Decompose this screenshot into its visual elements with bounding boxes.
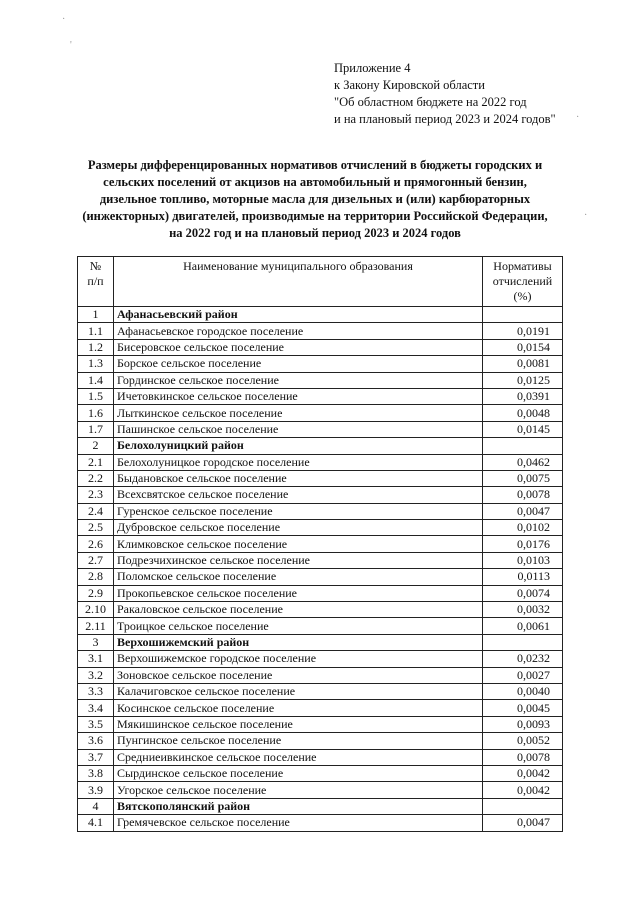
row-value: 0,0045 — [483, 700, 563, 716]
table-row — [78, 405, 563, 421]
row-value: 0,0176 — [483, 536, 563, 552]
row-name: Афанасьевский район — [114, 307, 483, 323]
row-number: 1 — [78, 307, 114, 323]
row-name: Афанасьевское городское поселение — [114, 323, 483, 339]
table-row — [78, 815, 563, 831]
row-value: 0,0078 — [483, 749, 563, 765]
row-value: 0,0027 — [483, 667, 563, 683]
row-number: 3.1 — [78, 651, 114, 667]
row-name: Белохолуницкое городское поселение — [114, 454, 483, 470]
row-number: 2.5 — [78, 520, 114, 536]
row-number: 3.7 — [78, 749, 114, 765]
table-row — [78, 454, 563, 470]
table-row — [78, 585, 563, 601]
row-name: Дубровское сельское поселение — [114, 520, 483, 536]
row-number: 2.2 — [78, 470, 114, 486]
row-value: 0,0191 — [483, 323, 563, 339]
row-value — [483, 798, 563, 814]
header-norm-line-3: (%) — [513, 289, 532, 303]
row-name: Лыткинское сельское поселение — [114, 405, 483, 421]
row-value: 0,0081 — [483, 356, 563, 372]
row-name: Быдановское сельское поселение — [114, 470, 483, 486]
row-name: Белохолуницкий район — [114, 438, 483, 454]
table-row — [78, 372, 563, 388]
row-value: 0,0040 — [483, 683, 563, 699]
row-name: Подрезчихинское сельское поселение — [114, 552, 483, 568]
row-value: 0,0048 — [483, 405, 563, 421]
row-number: 3.6 — [78, 733, 114, 749]
row-name: Средниеивкинское сельское поселение — [114, 749, 483, 765]
row-value: 0,0232 — [483, 651, 563, 667]
row-value — [483, 438, 563, 454]
table-row — [78, 503, 563, 519]
row-value — [483, 307, 563, 323]
row-number: 2.7 — [78, 552, 114, 568]
title-line-2: сельских поселений от акцизов на автомобильный и прямогонный бензин, — [103, 175, 527, 189]
row-name: Зоновское сельское поселение — [114, 667, 483, 683]
row-value: 0,0052 — [483, 733, 563, 749]
row-value: 0,0061 — [483, 618, 563, 634]
row-name: Ракаловское сельское поселение — [114, 602, 483, 618]
row-number: 4 — [78, 798, 114, 814]
row-name: Ичетовкинское сельское поселение — [114, 388, 483, 404]
district-row — [78, 438, 563, 454]
row-name: Гординское сельское поселение — [114, 372, 483, 388]
table-row — [78, 569, 563, 585]
table-row — [78, 487, 563, 503]
district-row — [78, 634, 563, 650]
title-line-1: Размеры дифференцированных нормативов отчислений в бюджеты городских и — [87, 158, 543, 172]
header-number-line-1: № — [89, 259, 102, 273]
row-value — [483, 634, 563, 650]
title-line-4: (инжекторных) двигателей, производимые на территории Российской Федерации, — [82, 209, 548, 223]
row-name: Всехсвятское сельское поселение — [114, 487, 483, 503]
table-row — [78, 339, 563, 355]
row-number: 2.6 — [78, 536, 114, 552]
table-row — [78, 602, 563, 618]
table-row — [78, 536, 563, 552]
row-name: Вятскополянский район — [114, 798, 483, 814]
row-value: 0,0145 — [483, 421, 563, 437]
document-title — [60, 157, 570, 242]
row-number: 1.2 — [78, 339, 114, 355]
table-row — [78, 323, 563, 339]
header-norm-line-2: отчислений — [492, 274, 553, 288]
table-row — [78, 421, 563, 437]
appendix-header — [334, 60, 556, 128]
row-value: 0,0125 — [483, 372, 563, 388]
row-name: Мякишинское сельское поселение — [114, 716, 483, 732]
row-number: 2.3 — [78, 487, 114, 503]
table-row — [78, 683, 563, 699]
row-value: 0,0042 — [483, 782, 563, 798]
row-value: 0,0032 — [483, 602, 563, 618]
row-name: Поломское сельское поселение — [114, 569, 483, 585]
header-number — [78, 257, 114, 307]
appendix-line-1: Приложение 4 — [334, 61, 411, 75]
row-value: 0,0102 — [483, 520, 563, 536]
district-row — [78, 307, 563, 323]
norms-table — [77, 256, 563, 832]
row-value: 0,0074 — [483, 585, 563, 601]
row-value: 0,0075 — [483, 470, 563, 486]
table-row — [78, 716, 563, 732]
appendix-line-3: "Об областном бюджете на 2022 год — [334, 95, 527, 109]
table-row — [78, 700, 563, 716]
row-number: 1.1 — [78, 323, 114, 339]
row-number: 2.11 — [78, 618, 114, 634]
row-name: Верхошижемское городское поселение — [114, 651, 483, 667]
row-value: 0,0113 — [483, 569, 563, 585]
table-row — [78, 552, 563, 568]
table-row — [78, 520, 563, 536]
row-number: 3.8 — [78, 765, 114, 781]
row-number: 2.1 — [78, 454, 114, 470]
row-value: 0,0462 — [483, 454, 563, 470]
row-number: 3.9 — [78, 782, 114, 798]
row-number: 1.5 — [78, 388, 114, 404]
row-number: 2.10 — [78, 602, 114, 618]
table-row — [78, 667, 563, 683]
row-name: Троицкое сельское поселение — [114, 618, 483, 634]
title-line-3: дизельное топливо, моторные масла для дизельных и (или) карбюраторных — [99, 192, 531, 206]
row-number: 3.2 — [78, 667, 114, 683]
table-row — [78, 618, 563, 634]
row-name: Пунгинское сельское поселение — [114, 733, 483, 749]
table-row — [78, 782, 563, 798]
row-number: 2.8 — [78, 569, 114, 585]
row-name: Климковское сельское поселение — [114, 536, 483, 552]
row-name: Прокопьевское сельское поселение — [114, 585, 483, 601]
table-body — [78, 307, 563, 832]
appendix-line-2: к Закону Кировской области — [334, 78, 485, 92]
row-value: 0,0078 — [483, 487, 563, 503]
row-value: 0,0093 — [483, 716, 563, 732]
row-number: 3 — [78, 634, 114, 650]
row-value: 0,0047 — [483, 503, 563, 519]
table-header-row — [78, 257, 563, 307]
row-name: Гремячевское сельское поселение — [114, 815, 483, 831]
row-number: 1.4 — [78, 372, 114, 388]
row-number: 3.3 — [78, 683, 114, 699]
row-number: 3.5 — [78, 716, 114, 732]
row-number: 2.4 — [78, 503, 114, 519]
row-name: Гуренское сельское поселение — [114, 503, 483, 519]
row-name: Сырдинское сельское поселение — [114, 765, 483, 781]
row-value: 0,0047 — [483, 815, 563, 831]
table-row — [78, 749, 563, 765]
header-norm-line-1: Нормативы — [493, 259, 552, 273]
row-number: 2 — [78, 438, 114, 454]
table-row — [78, 651, 563, 667]
row-value: 0,0103 — [483, 552, 563, 568]
row-name: Верхошижемский район — [114, 634, 483, 650]
table-row — [78, 356, 563, 372]
title-line-5: на 2022 год и на плановый период 2023 и 2024 годов — [169, 226, 461, 240]
appendix-line-4: и на плановый период 2023 и 2024 годов" — [334, 112, 556, 126]
header-name: Наименование муниципального образования — [114, 257, 483, 307]
row-number: 3.4 — [78, 700, 114, 716]
row-value: 0,0154 — [483, 339, 563, 355]
row-name: Угорское сельское поселение — [114, 782, 483, 798]
row-number: 1.7 — [78, 421, 114, 437]
row-name: Пашинское сельское поселение — [114, 421, 483, 437]
row-value: 0,0391 — [483, 388, 563, 404]
row-name: Бисеровское сельское поселение — [114, 339, 483, 355]
row-name: Борское сельское поселение — [114, 356, 483, 372]
row-value: 0,0042 — [483, 765, 563, 781]
table-row — [78, 733, 563, 749]
table-row — [78, 765, 563, 781]
row-name: Калачиговское сельское поселение — [114, 683, 483, 699]
row-number: 2.9 — [78, 585, 114, 601]
row-number: 1.6 — [78, 405, 114, 421]
table-row — [78, 388, 563, 404]
district-row — [78, 798, 563, 814]
row-number: 4.1 — [78, 815, 114, 831]
row-number: 1.3 — [78, 356, 114, 372]
header-norm — [483, 257, 563, 307]
row-name: Косинское сельское поселение — [114, 700, 483, 716]
table-row — [78, 470, 563, 486]
header-number-line-2: п/п — [87, 274, 104, 288]
